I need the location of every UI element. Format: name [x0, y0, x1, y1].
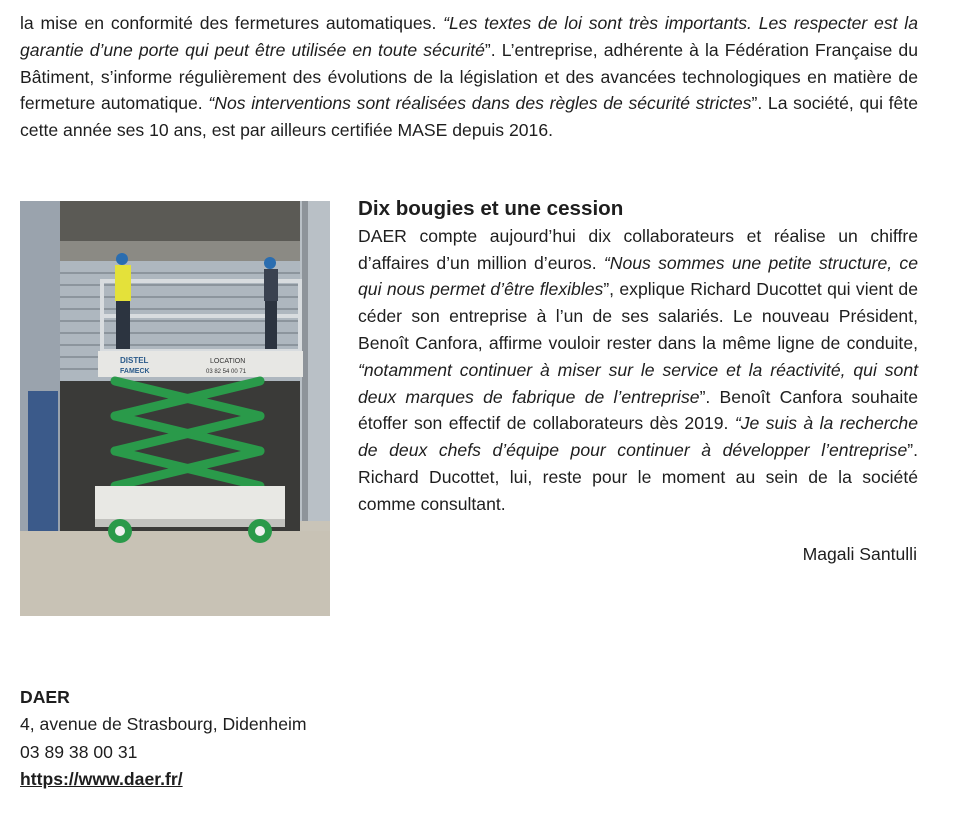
- article-quote-2: “notamment continuer à miser sur le service et la réactivité, qui sont deux marques de fabrique de l’entreprise: [358, 359, 918, 407]
- website-link[interactable]: https://www.daer.fr/: [20, 769, 183, 790]
- company-address: 4, avenue de Strasbourg, Didenheim: [20, 714, 307, 735]
- svg-text:03 82 54 00 71: 03 82 54 00 71: [206, 369, 247, 375]
- article-text-4: ”. Richard Ducottet, lui, reste pour le moment au sein de la société comme consultant.: [358, 440, 918, 514]
- article-text-2: ”, explique Richard Ducottet qui vient de céder son entreprise à l’un de ses salariés. Le nouveau Président, Benoît Canfora, affirme vouloir rester dans la même ligne de conduite,: [358, 279, 918, 353]
- article-text-1: DAER compte aujourd’hui dix collaborateurs et réalise un chiffre d’affaires d’un million d’euros.: [358, 225, 918, 273]
- svg-text:LOCATION: LOCATION: [210, 358, 246, 365]
- intro-text-3: ”. La société, qui fête cette année ses 10 ans, est par ailleurs certifiée MASE depuis 2016.: [20, 93, 919, 141]
- intro-quote-2: “Nos interventions sont réalisées dans des règles de sécurité strictes: [208, 93, 752, 114]
- svg-text:FAMECK: FAMECK: [120, 368, 150, 375]
- intro-text-2: ”. L’entreprise, adhérente à la Fédération Française du Bâtiment, s’informe régulièrement des évolutions de la législation et des avancées technologiques en matière de fermeture automatique.: [20, 39, 918, 114]
- company-name: DAER: [20, 687, 70, 707]
- intro-paragraph: [20, 10, 918, 144]
- article-paragraph: [358, 223, 918, 518]
- scissor-lift-photo: [20, 201, 330, 616]
- intro-quote-1: “Les textes de loi sont très importants. Les respecter est la garantie d’une porte qui peut être utilisée en toute sécurité: [20, 13, 919, 60]
- article-section: [358, 196, 918, 518]
- author-signature: Magali Santulli: [802, 544, 917, 564]
- section-heading: Dix bougies et une cession: [358, 197, 624, 220]
- contact-block: [20, 684, 520, 794]
- company-phone: 03 89 38 00 31: [20, 741, 138, 762]
- svg-text:DISTEL: DISTEL: [120, 356, 149, 365]
- article-quote-1: “Nous sommes une petite structure, ce qui nous permet d’être flexibles: [358, 252, 919, 300]
- intro-text-1: la mise en conformité des fermetures automatiques.: [20, 13, 444, 33]
- article-quote-3: “Je suis à la recherche de deux chefs d’équipe pour continuer à développer l’entreprise: [358, 413, 918, 461]
- article-text-3: ”. Benoît Canfora souhaite étoffer son effectif de collaborateurs dès 2019.: [358, 386, 918, 434]
